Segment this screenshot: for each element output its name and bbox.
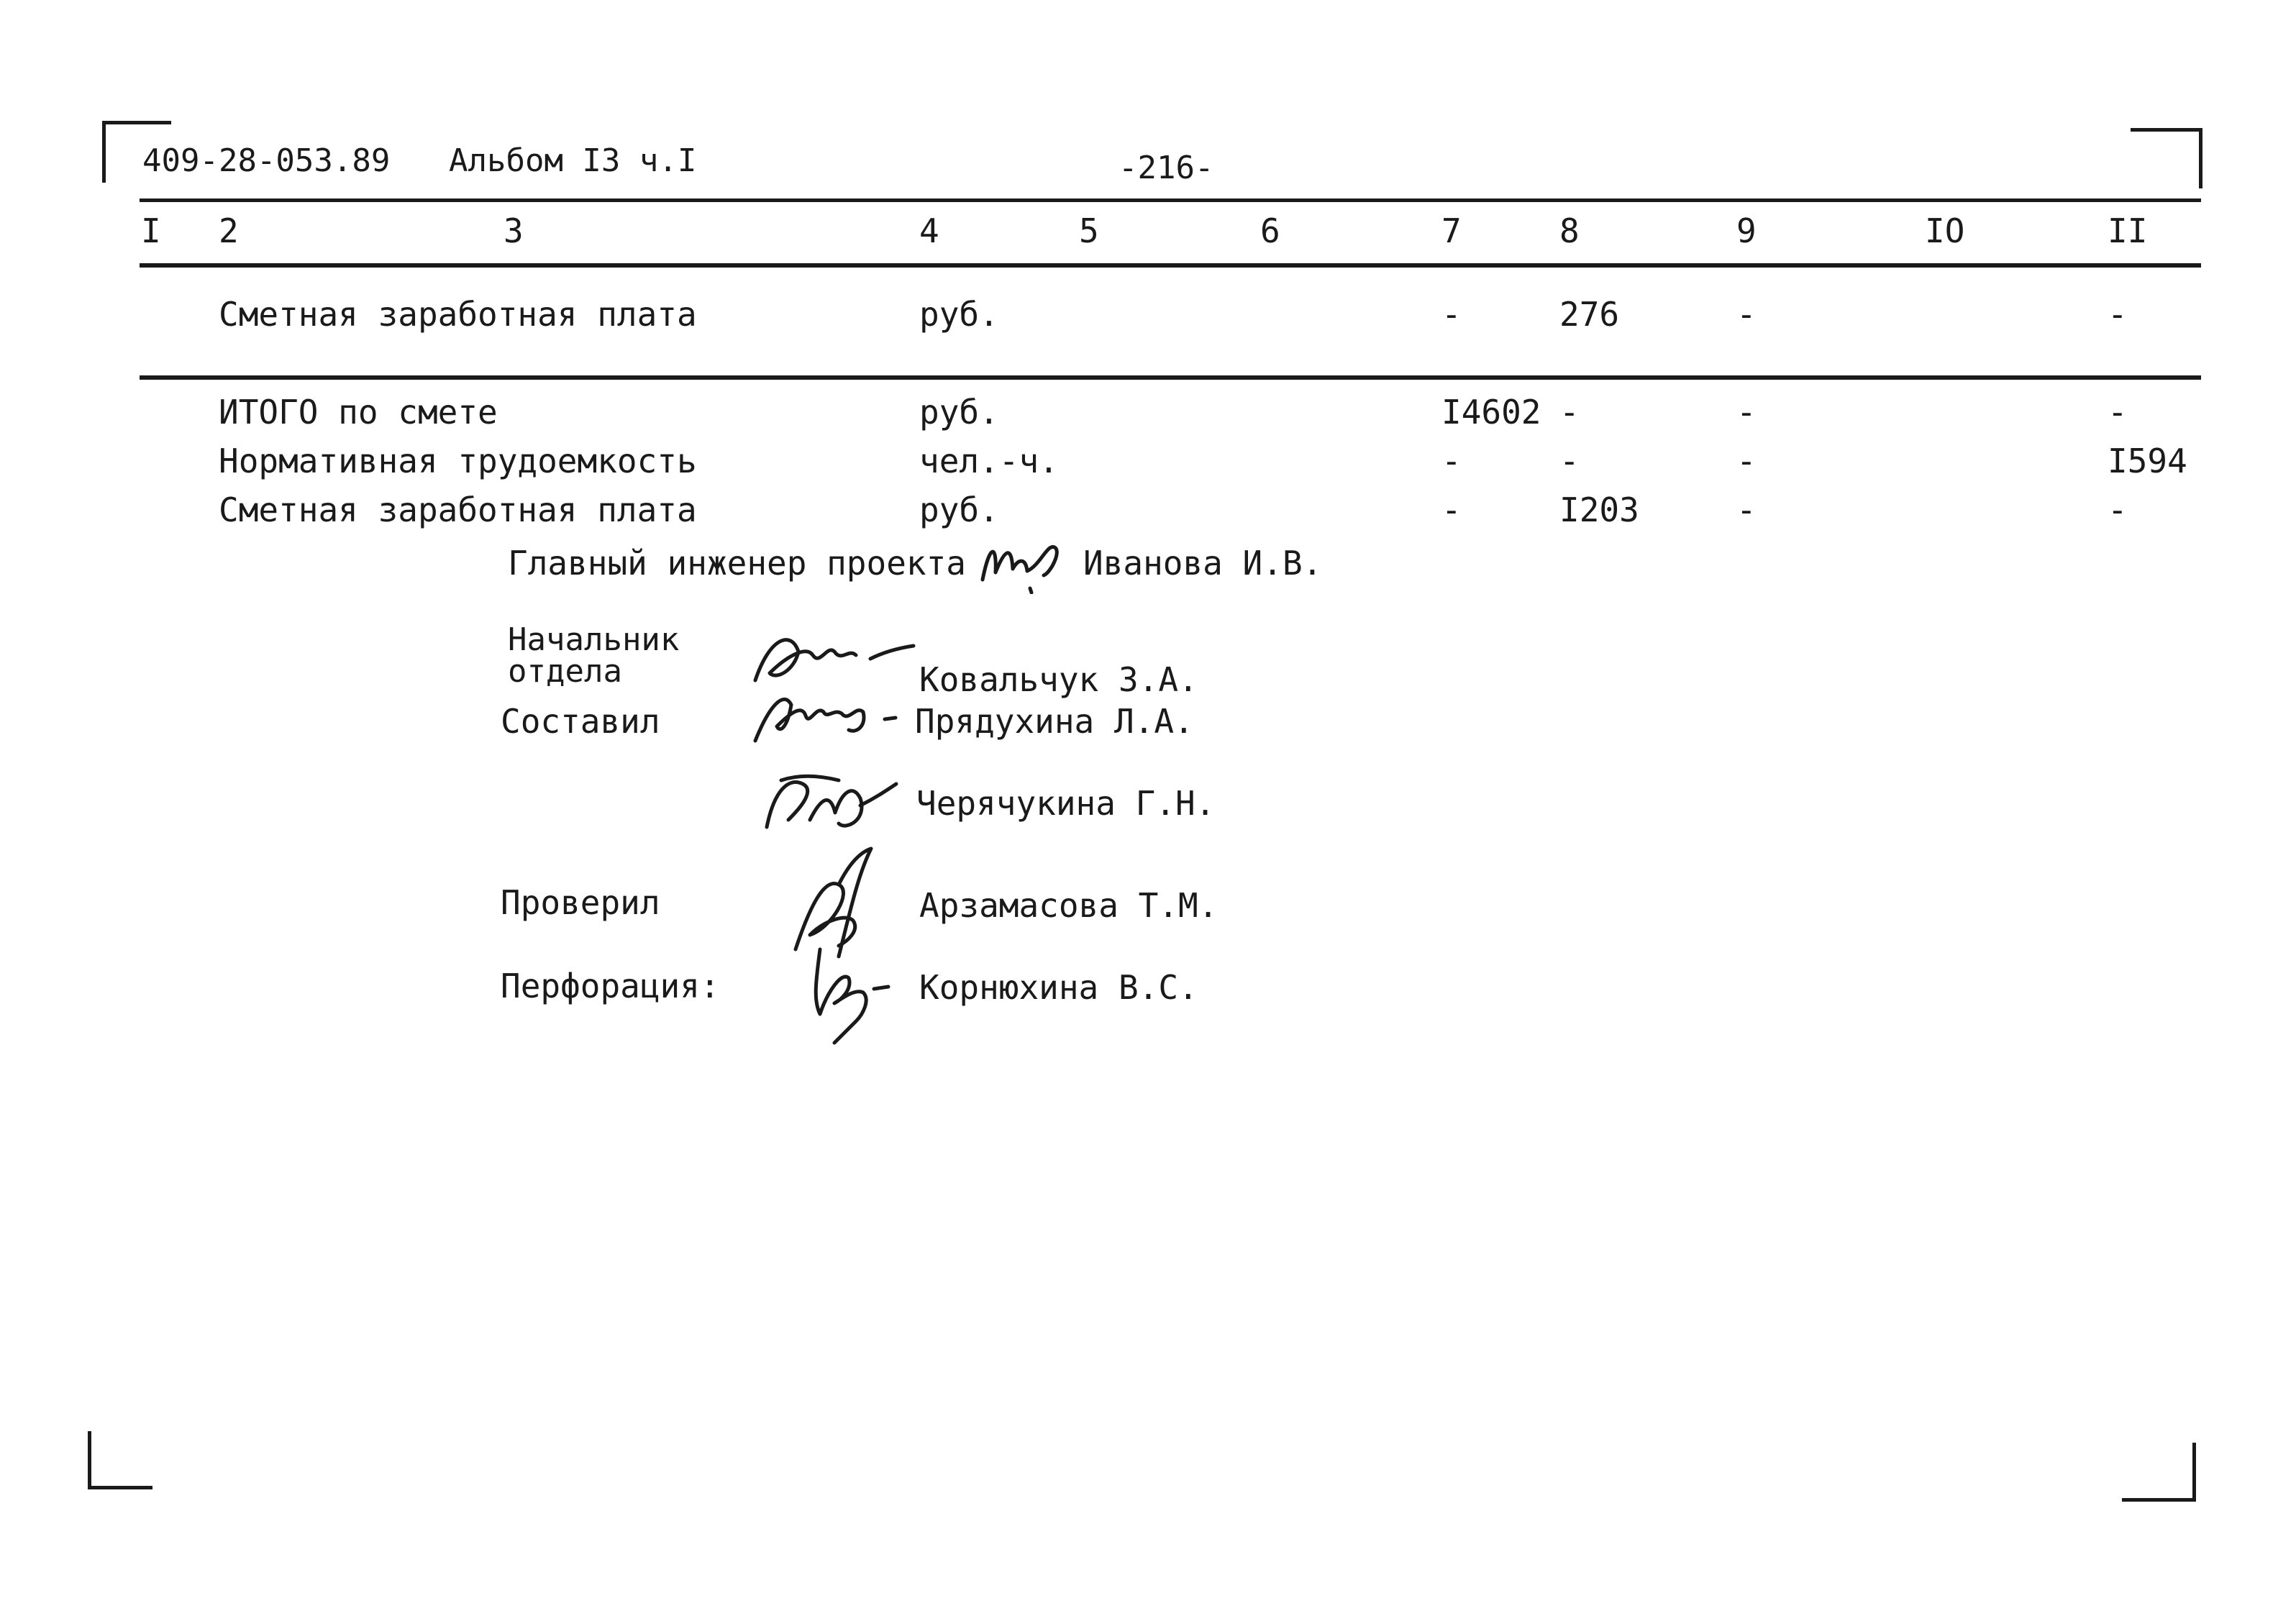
column-number-4: 4	[919, 211, 939, 250]
row-col11: I594	[2108, 442, 2187, 480]
totals-separator-rule	[140, 375, 2201, 380]
row-col7: -	[1441, 442, 1462, 480]
row-col7: -	[1441, 295, 1462, 334]
row-name: Нормативная трудоемкость	[219, 442, 697, 480]
row-name: ИТОГО по смете	[219, 393, 498, 432]
column-number-10: IO	[1925, 211, 1965, 250]
row-col7: -	[1441, 490, 1462, 529]
column-number-7: 7	[1441, 211, 1462, 250]
row-col9: -	[1736, 442, 1757, 480]
row-name: Сметная заработная плата	[219, 295, 697, 334]
corner-mark-bottom-right-h	[2122, 1498, 2196, 1502]
column-number-8: 8	[1559, 211, 1580, 250]
row-col11: -	[2108, 490, 2128, 529]
column-number-3: 3	[504, 211, 524, 250]
corner-mark-top-left-v	[102, 121, 106, 183]
corner-mark-top-right-v	[2199, 128, 2202, 188]
head-of-department-name: Ковальчук З.А.	[919, 660, 1198, 699]
column-number-1: I	[141, 211, 161, 250]
perforation-name: Корнюхина В.С.	[919, 968, 1198, 1007]
column-number-11: II	[2108, 211, 2148, 250]
compiled-by-label: Составил	[501, 702, 660, 741]
compiler-1-signature	[748, 683, 906, 755]
compiler-2-signature	[760, 762, 903, 841]
perforation-label: Перфорация:	[501, 967, 720, 1005]
album-label: Альбом I3 ч.I	[449, 142, 697, 179]
header-bottom-rule	[140, 263, 2201, 268]
compiler-1-name: Прядухина Л.А.	[915, 702, 1194, 741]
row-col8: I203	[1559, 490, 1639, 529]
row-col9: -	[1736, 490, 1757, 529]
checked-by-label: Проверил	[501, 883, 660, 922]
row-col11: -	[2108, 393, 2128, 432]
column-number-2: 2	[219, 211, 239, 250]
row-col9: -	[1736, 393, 1757, 432]
corner-mark-bottom-right-v	[2192, 1443, 2196, 1502]
row-col7: I4602	[1441, 393, 1541, 432]
row-col8: -	[1559, 442, 1580, 480]
row-name: Сметная заработная плата	[219, 490, 697, 529]
chief-engineer-label: Главный инженер проекта	[508, 544, 966, 583]
corner-mark-bottom-left-v	[88, 1431, 91, 1489]
chief-engineer-name: Иванова И.В.	[1083, 544, 1323, 583]
page-number: -216-	[1119, 150, 1214, 186]
row-unit: руб.	[919, 295, 999, 334]
head-of-department-label-line2: отдела	[508, 653, 622, 690]
row-col9: -	[1736, 295, 1757, 334]
document-code: 409-28-053.89	[142, 142, 391, 179]
row-col8: 276	[1559, 295, 1620, 334]
row-col11: -	[2108, 295, 2128, 334]
corner-mark-top-right-h	[2131, 128, 2202, 132]
compiler-2-name: Черячукина Г.Н.	[916, 784, 1216, 823]
row-unit: руб.	[919, 393, 999, 432]
column-number-9: 9	[1736, 211, 1757, 250]
checker-name: Арзамасова Т.М.	[919, 886, 1218, 925]
row-col8: -	[1559, 393, 1580, 432]
perforation-signature	[806, 935, 906, 1050]
corner-mark-top-left-h	[102, 121, 171, 124]
row-unit: руб.	[919, 490, 999, 529]
chief-engineer-signature	[975, 529, 1076, 594]
table-top-rule	[140, 198, 2201, 202]
row-unit: чел.-ч.	[919, 442, 1059, 480]
corner-mark-bottom-left-h	[88, 1486, 152, 1489]
column-number-5: 5	[1079, 211, 1099, 250]
column-number-6: 6	[1260, 211, 1280, 250]
head-of-department-label-line1: Начальник	[508, 621, 680, 658]
